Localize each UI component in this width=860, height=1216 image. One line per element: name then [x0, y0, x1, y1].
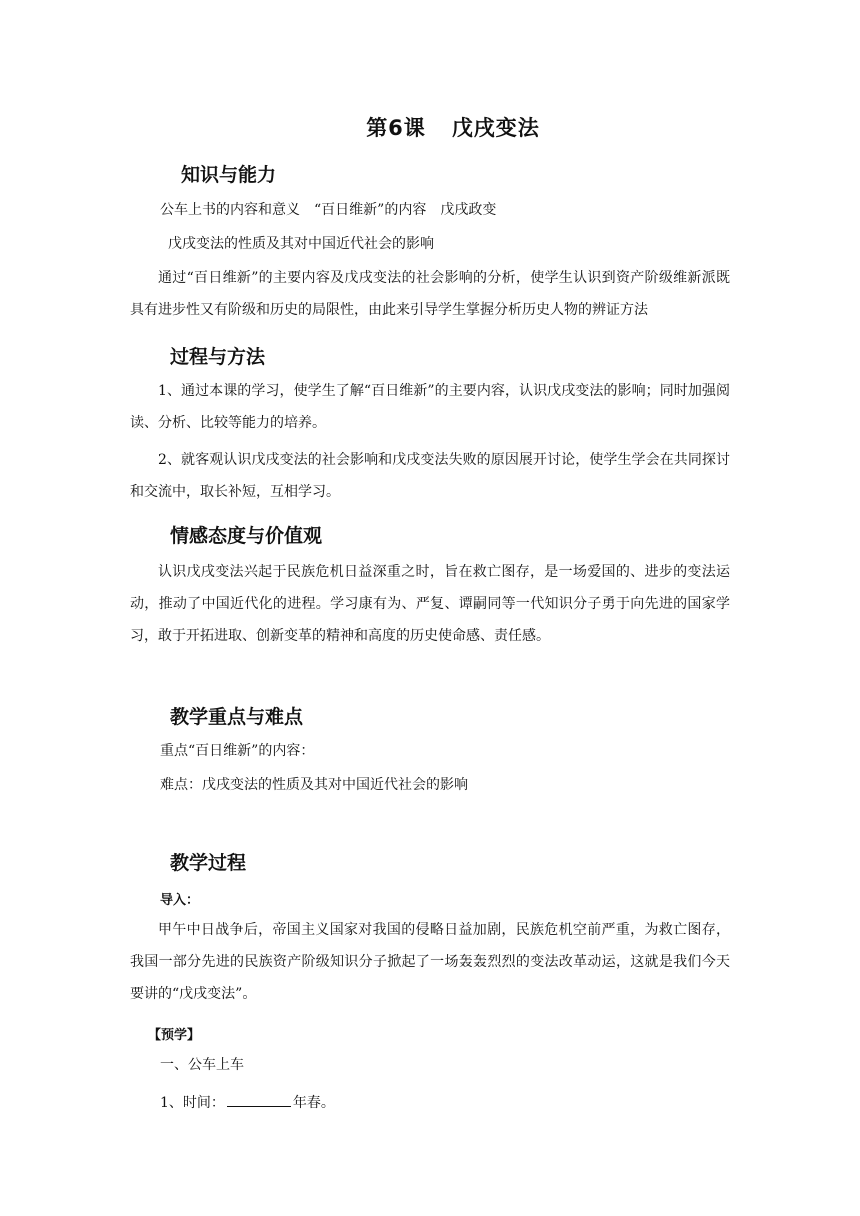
lesson-title	[0, 112, 860, 142]
intro-label: 导入：	[160, 893, 200, 908]
question-1-blank	[227, 1092, 291, 1107]
heading-knowledge: 知识与能力	[181, 164, 277, 186]
heading-key-points: 教学重点与难点	[170, 706, 304, 728]
process-item-2: 2、就客观认识戊戌变法的社会影响和戊戌变法失败的原因展开讨论，使学生学会在共同探讨和交流中，取长补短，互相学习。	[130, 452, 730, 500]
intro-paragraph: 甲午中日战争后，帝国主义国家对我国的侵略日益加剧，民族危机空前严重，为救亡图存，我国一部分先进的民族资产阶级知识分子掀起了一场轰轰烈烈的变法改革动运，这就是我们今天要讲的“戊戌变法”。	[130, 922, 730, 1002]
knowledge-paragraph: 通过“百日维新”的主要内容及戊戌变法的社会影响的分析，使学生认识到资产阶级维新派既具有进步性又有阶级和历史的局限性，由此来引导学生掌握分析历史人物的辨证方法	[130, 270, 730, 318]
key-point: 重点“百日维新”的内容：	[160, 743, 315, 759]
question-1	[160, 1087, 335, 1119]
question-1-suffix: 年春。	[292, 1095, 335, 1111]
heading-teaching-process: 教学过程	[170, 852, 247, 874]
emotion-paragraph: 认识戊戌变法兴起于民族危机日益深重之时，旨在救亡图存，是一场爱国的、进步的变法运动，推动了中国近代化的进程。学习康有为、严复、谭嗣同等一代知识分子勇于向先进的国家学习，敢于开拓进取、创新变革的精神和高度的历史使命感、责任感。	[130, 564, 730, 644]
lesson-name: 戊戌变法	[451, 116, 540, 140]
process-item-1: 1、通过本课的学习，使学生了解“百日维新”的主要内容，认识戊戌变法的影响；同时加强阅读、分析、比较等能力的培养。	[130, 383, 730, 431]
heading-process-method: 过程与方法	[170, 346, 266, 368]
difficulty-point: 难点：戊戌变法的性质及其对中国近代社会的影响	[160, 777, 468, 793]
knowledge-line-2: 戊戌变法的性质及其对中国近代社会的影响	[168, 236, 434, 252]
section-1-title: 一、公车上车	[160, 1057, 244, 1073]
preview-label: 【预学】	[148, 1028, 201, 1043]
question-1-prefix: 1、时间：	[160, 1095, 225, 1111]
lesson-number: 第6课	[366, 116, 426, 140]
heading-emotion: 情感态度与价值观	[170, 525, 323, 547]
knowledge-line-1: 公车上书的内容和意义 “百日维新”的内容 戊戌政变	[160, 202, 497, 218]
